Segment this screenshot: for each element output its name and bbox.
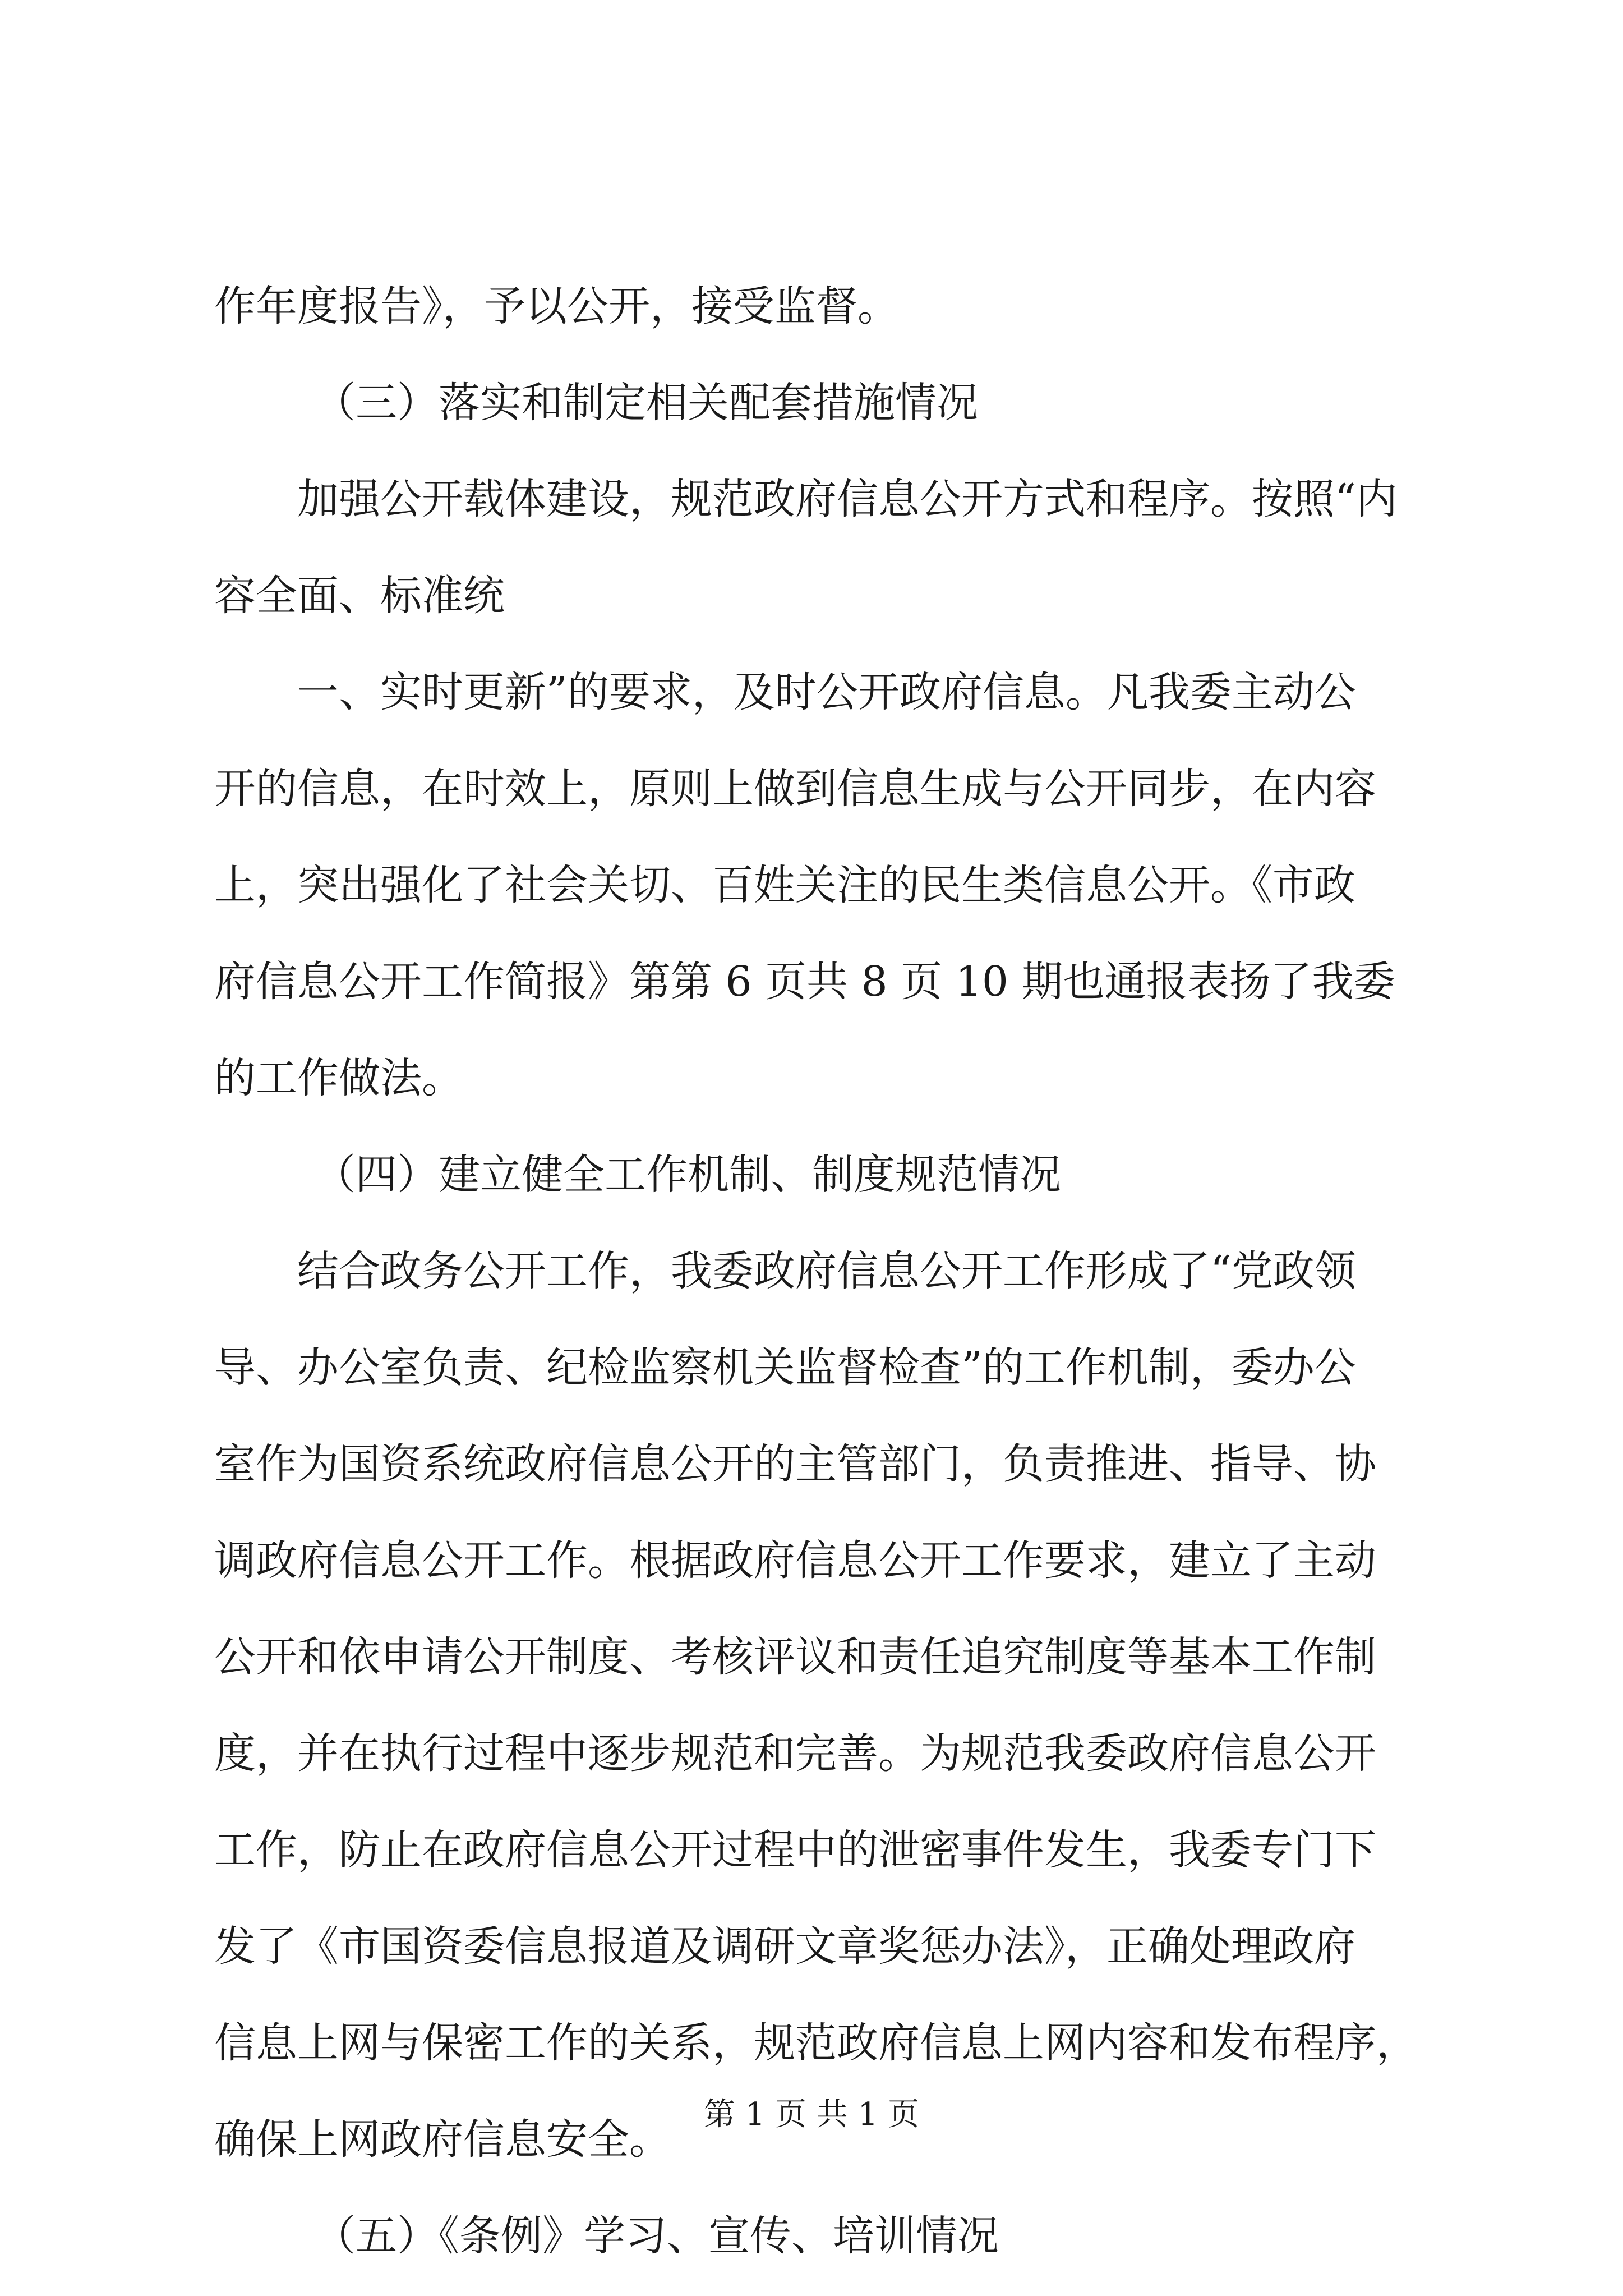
text-line: 发了《市国资委信息报道及调研文章奖惩办法》，正确处理政府 <box>214 1922 1355 1971</box>
text-line: 度，并在执行过程中逐步规范和完善。为规范我委政府信息公开 <box>214 1729 1376 1778</box>
section-heading: （四）建立健全工作机制、制度规范情况 <box>314 1151 1061 1199</box>
text-line: 开的信息，在时效上，原则上做到信息生成与公开同步，在内容 <box>214 765 1376 813</box>
section-heading: （三）落实和制定相关配套措施情况 <box>314 379 978 427</box>
text-line: 工作，防止在政府信息公开过程中的泄密事件发生，我委专门下 <box>214 1826 1376 1874</box>
text-line: 结合政务公开工作，我委政府信息公开工作形成了“党政领 <box>297 1247 1356 1295</box>
text-line: 确保上网政府信息安全。 <box>214 2115 671 2164</box>
text-line: 导、办公室负责、纪检监察机关监督检查”的工作机制，委办公 <box>214 1343 1356 1392</box>
text-line: 加强公开载体建设，规范政府信息公开方式和程序。按照“内 <box>297 475 1398 523</box>
text-line: 作年度报告》，予以公开，接受监督。 <box>214 282 899 330</box>
page-footer <box>0 2092 1623 2137</box>
text-line: 的工作做法。 <box>214 1054 463 1102</box>
text-line: 室作为国资系统政府信息公开的主管部门，负责推进、指导、协 <box>214 1440 1376 1488</box>
text-line: 一、实时更新”的要求，及时公开政府信息。凡我委主动公 <box>297 668 1356 716</box>
text-line: 容全面、标准统 <box>214 572 505 620</box>
text-line: 信息上网与保密工作的关系，规范政府信息上网内容和发布程序， <box>214 2019 1418 2067</box>
text-line: 公开和依申请公开制度、考核评议和责任追究制度等基本工作制 <box>214 1633 1376 1681</box>
document-body <box>214 258 1448 2284</box>
page-number-label: 第 1 页 共 1 页 <box>703 2096 920 2133</box>
section-heading: （五）《条例》学习、宣传、培训情况 <box>314 2212 999 2260</box>
text-line: 上，突出强化了社会关切、百姓关注的民生类信息公开。《市政 <box>214 861 1355 909</box>
text-line: 府信息公开工作简报》第第 6 页共 8 页 10 期也通报表扬了我委 <box>214 958 1395 1006</box>
text-line: 调政府信息公开工作。根据政府信息公开工作要求，建立了主动 <box>214 1536 1376 1585</box>
